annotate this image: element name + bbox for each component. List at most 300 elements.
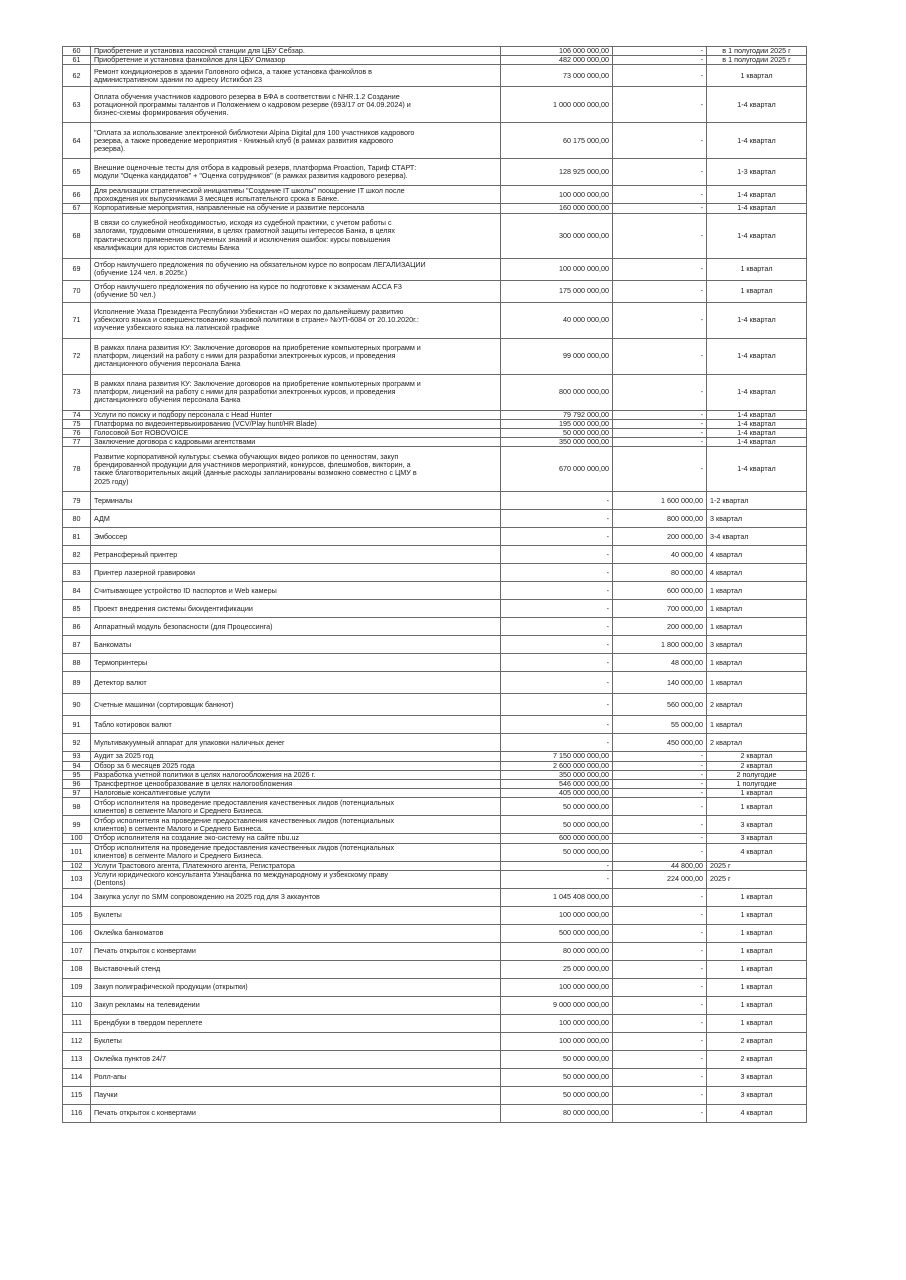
table-row xyxy=(63,204,807,213)
amount-alt-cell: - xyxy=(613,1068,707,1086)
amount-alt-cell: - xyxy=(613,942,707,960)
period-cell: 1-4 квартал xyxy=(707,87,807,123)
row-number-cell: 90 xyxy=(63,694,91,716)
period-cell: 3 квартал xyxy=(707,1068,807,1086)
period-cell: 1-4 квартал xyxy=(707,213,807,258)
row-number-cell: 81 xyxy=(63,528,91,546)
table-row xyxy=(63,564,807,582)
amount-alt-cell: - xyxy=(613,47,707,56)
period-cell: 1 квартал xyxy=(707,978,807,996)
period-cell: 3 квартал xyxy=(707,510,807,528)
period-cell: 3 квартал xyxy=(707,816,807,834)
row-number-cell: 99 xyxy=(63,816,91,834)
period-cell: 2 квартал xyxy=(707,1050,807,1068)
amount-cell: 300 000 000,00 xyxy=(501,213,613,258)
table-row xyxy=(63,56,807,65)
description-cell: Развитие корпоративной культуры: съемка обучающих видео роликов по ценностям, закуп брендированной продукции для участников мероприятий, конкурсов, флешмобов, викторин, а также благотворительных акций (данные расходы запланированы возможно совместно с ЦМУ в 2025 году) xyxy=(91,447,501,492)
row-number-cell: 78 xyxy=(63,447,91,492)
row-number-cell: 80 xyxy=(63,510,91,528)
table-row xyxy=(63,672,807,694)
table-row xyxy=(63,618,807,636)
period-cell: 2025 г xyxy=(707,861,807,870)
amount-cell: 40 000 000,00 xyxy=(501,302,613,338)
table-row xyxy=(63,942,807,960)
period-cell: 2 квартал xyxy=(707,694,807,716)
amount-alt-cell: - xyxy=(613,338,707,374)
table-row xyxy=(63,996,807,1014)
period-cell: 1 квартал xyxy=(707,789,807,798)
description-cell: Оклейка банкоматов xyxy=(91,924,501,942)
amount-cell: 128 925 000,00 xyxy=(501,159,613,186)
amount-alt-cell: - xyxy=(613,843,707,861)
row-number-cell: 96 xyxy=(63,780,91,789)
amount-alt-cell: - xyxy=(613,159,707,186)
amount-alt-cell: - xyxy=(613,374,707,410)
amount-alt-cell: 48 000,00 xyxy=(613,654,707,672)
row-number-cell: 101 xyxy=(63,843,91,861)
amount-alt-cell: - xyxy=(613,410,707,419)
description-cell: "Оплата за использование электронной библиотеки Alpina Digital для 100 участников кадрового резерва, а также проведение мероприятия - Книжный клуб (в рамках развития кадрового резерва). xyxy=(91,123,501,159)
row-number-cell: 79 xyxy=(63,492,91,510)
amount-alt-cell: 1 600 000,00 xyxy=(613,492,707,510)
table-row xyxy=(63,780,807,789)
amount-alt-cell: - xyxy=(613,123,707,159)
period-cell: 1 полугодие xyxy=(707,780,807,789)
description-cell: Услуги по поиску и подбору персонала с Head Hunter xyxy=(91,410,501,419)
period-cell: 1-4 квартал xyxy=(707,186,807,204)
row-number-cell: 108 xyxy=(63,960,91,978)
amount-alt-cell: 200 000,00 xyxy=(613,528,707,546)
amount-cell: 50 000 000,00 xyxy=(501,429,613,438)
row-number-cell: 72 xyxy=(63,338,91,374)
amount-alt-cell: - xyxy=(613,960,707,978)
amount-alt-cell: - xyxy=(613,770,707,779)
amount-alt-cell: - xyxy=(613,186,707,204)
table-row xyxy=(63,528,807,546)
period-cell: 1 квартал xyxy=(707,716,807,734)
row-number-cell: 111 xyxy=(63,1014,91,1032)
period-cell: 1 квартал xyxy=(707,280,807,302)
amount-cell: - xyxy=(501,582,613,600)
table-row xyxy=(63,374,807,410)
table-row xyxy=(63,924,807,942)
amount-alt-cell: - xyxy=(613,906,707,924)
description-cell: Паучки xyxy=(91,1086,501,1104)
table-row xyxy=(63,694,807,716)
amount-cell: 350 000 000,00 xyxy=(501,770,613,779)
row-number-cell: 88 xyxy=(63,654,91,672)
description-cell: В рамках плана развития КУ: Заключение договоров на приобретение компьютерных программ и платформ, лицензий на работу с ними для разработки электронных курсов, и проведения дистанционного обучения персонала Банка xyxy=(91,338,501,374)
row-number-cell: 112 xyxy=(63,1032,91,1050)
description-cell: Услуги Трастового агента, Платежного агента, Регистратора xyxy=(91,861,501,870)
amount-alt-cell: - xyxy=(613,1050,707,1068)
amount-alt-cell: 44 800,00 xyxy=(613,861,707,870)
table-row xyxy=(63,1068,807,1086)
period-cell: 1 квартал xyxy=(707,258,807,280)
description-cell: Термопринтеры xyxy=(91,654,501,672)
table-row xyxy=(63,816,807,834)
period-cell: 1 квартал xyxy=(707,65,807,87)
row-number-cell: 73 xyxy=(63,374,91,410)
amount-alt-cell: - xyxy=(613,302,707,338)
description-cell: Отбор исполнителя на создание эко-систему на сайте nbu.uz xyxy=(91,834,501,843)
period-cell: 1-4 квартал xyxy=(707,204,807,213)
table-row xyxy=(63,636,807,654)
period-cell: 4 квартал xyxy=(707,564,807,582)
amount-alt-cell: 450 000,00 xyxy=(613,734,707,752)
description-cell: Услуги юридического консультанта Узнацбанка по международному и узбекскому праву (Dentons) xyxy=(91,870,501,888)
description-cell: Детектор валют xyxy=(91,672,501,694)
amount-cell: 99 000 000,00 xyxy=(501,338,613,374)
period-cell: 1 квартал xyxy=(707,582,807,600)
amount-alt-cell: - xyxy=(613,447,707,492)
row-number-cell: 98 xyxy=(63,798,91,816)
row-number-cell: 86 xyxy=(63,618,91,636)
period-cell: 1 квартал xyxy=(707,672,807,694)
amount-cell: 100 000 000,00 xyxy=(501,1032,613,1050)
amount-cell: 100 000 000,00 xyxy=(501,258,613,280)
row-number-cell: 97 xyxy=(63,789,91,798)
amount-alt-cell: 140 000,00 xyxy=(613,672,707,694)
description-cell: Закуп рекламы на телевидении xyxy=(91,996,501,1014)
description-cell: Аппаратный модуль безопасности (для Процессинга) xyxy=(91,618,501,636)
description-cell: Платформа по видеоинтервьюированию (VCV/Play hunt/HR Blade) xyxy=(91,419,501,428)
amount-cell: 1 045 408 000,00 xyxy=(501,888,613,906)
amount-cell: 350 000 000,00 xyxy=(501,438,613,447)
table-row xyxy=(63,582,807,600)
table-row xyxy=(63,770,807,779)
amount-cell: 80 000 000,00 xyxy=(501,1104,613,1122)
row-number-cell: 69 xyxy=(63,258,91,280)
table-row xyxy=(63,438,807,447)
description-cell: Приобретение и установка насосной станции для ЦБУ Себзар. xyxy=(91,47,501,56)
table-row xyxy=(63,302,807,338)
description-cell: Проект внедрения системы биоидентификации xyxy=(91,600,501,618)
row-number-cell: 62 xyxy=(63,65,91,87)
row-number-cell: 115 xyxy=(63,1086,91,1104)
amount-alt-cell: - xyxy=(613,87,707,123)
table-row xyxy=(63,888,807,906)
amount-alt-cell: - xyxy=(613,798,707,816)
amount-cell: - xyxy=(501,564,613,582)
row-number-cell: 105 xyxy=(63,906,91,924)
period-cell: 1-4 квартал xyxy=(707,447,807,492)
row-number-cell: 71 xyxy=(63,302,91,338)
amount-cell: 80 000 000,00 xyxy=(501,942,613,960)
period-cell: 1 квартал xyxy=(707,942,807,960)
amount-cell: 670 000 000,00 xyxy=(501,447,613,492)
period-cell: 1-3 квартал xyxy=(707,159,807,186)
description-cell: Для реализации стратегической инициативы "Создание IT школы" поощрение IT школ после прохождения их выпускниками 3 месяцев испытательного срока в Банке. xyxy=(91,186,501,204)
table-row xyxy=(63,510,807,528)
amount-alt-cell: - xyxy=(613,789,707,798)
period-cell: 3 квартал xyxy=(707,1086,807,1104)
table-row xyxy=(63,734,807,752)
amount-cell: 175 000 000,00 xyxy=(501,280,613,302)
amount-alt-cell: - xyxy=(613,1014,707,1032)
row-number-cell: 94 xyxy=(63,761,91,770)
description-cell: АДМ xyxy=(91,510,501,528)
amount-alt-cell: 600 000,00 xyxy=(613,582,707,600)
amount-cell: 73 000 000,00 xyxy=(501,65,613,87)
row-number-cell: 84 xyxy=(63,582,91,600)
table-row xyxy=(63,960,807,978)
description-cell: Разработка учетной политики в целях налогообложения на 2026 г. xyxy=(91,770,501,779)
amount-cell: - xyxy=(501,618,613,636)
amount-alt-cell: 55 000,00 xyxy=(613,716,707,734)
row-number-cell: 89 xyxy=(63,672,91,694)
table-row xyxy=(63,1032,807,1050)
period-cell: 2 квартал xyxy=(707,761,807,770)
period-cell: 1 квартал xyxy=(707,888,807,906)
description-cell: Заключение договора с кадровыми агентствами xyxy=(91,438,501,447)
table-row xyxy=(63,123,807,159)
table-row xyxy=(63,789,807,798)
table-row xyxy=(63,429,807,438)
row-number-cell: 110 xyxy=(63,996,91,1014)
description-cell: Исполнение Указа Президента Республики Узбекистан «О мерах по дальнейшему развитию узбекского языка и совершенствованию языковой политики в стране» №УП-6084 от 20.10.2020г.: изучение узбекского языка на латинской графике xyxy=(91,302,501,338)
row-number-cell: 68 xyxy=(63,213,91,258)
row-number-cell: 116 xyxy=(63,1104,91,1122)
amount-cell: - xyxy=(501,492,613,510)
description-cell: Ретрансферный принтер xyxy=(91,546,501,564)
description-cell: Отбор наилучшего предложения по обучению на курсе по подготовке к экзаменам ACCA F3 (обучение 50 чел.) xyxy=(91,280,501,302)
period-cell: 1-4 квартал xyxy=(707,419,807,428)
period-cell: 3 квартал xyxy=(707,834,807,843)
description-cell: Отбор исполнителя на проведение предоставления качественных лидов (потенциальных клиентов) в сегменте Малого и Среднего Бизнеса. xyxy=(91,798,501,816)
period-cell: 1-4 квартал xyxy=(707,338,807,374)
amount-cell: 546 000 000,00 xyxy=(501,780,613,789)
amount-cell: 482 000 000,00 xyxy=(501,56,613,65)
period-cell: 1 квартал xyxy=(707,960,807,978)
amount-alt-cell: - xyxy=(613,1104,707,1122)
description-cell: Эмбоссер xyxy=(91,528,501,546)
period-cell: 1-4 квартал xyxy=(707,374,807,410)
amount-cell: - xyxy=(501,654,613,672)
table-row xyxy=(63,752,807,761)
table-row xyxy=(63,410,807,419)
amount-cell: 25 000 000,00 xyxy=(501,960,613,978)
description-cell: Принтер лазерной гравировки xyxy=(91,564,501,582)
amount-alt-cell: - xyxy=(613,1086,707,1104)
description-cell: Аудит за 2025 год xyxy=(91,752,501,761)
table-row xyxy=(63,280,807,302)
amount-cell: 79 792 000,00 xyxy=(501,410,613,419)
table-row xyxy=(63,213,807,258)
row-number-cell: 100 xyxy=(63,834,91,843)
description-cell: Отбор исполнителя на проведение предоставления качественных лидов (потенциальных клиентов) в сегменте Малого и Среднего Бизнеса. xyxy=(91,843,501,861)
amount-cell: 405 000 000,00 xyxy=(501,789,613,798)
description-cell: Отбор исполнителя на проведение предоставления качественных лидов (потенциальных клиентов) в сегменте Малого и Среднего Бизнеса. xyxy=(91,816,501,834)
period-cell: 4 квартал xyxy=(707,546,807,564)
table-row xyxy=(63,492,807,510)
amount-alt-cell: - xyxy=(613,816,707,834)
amount-cell: 100 000 000,00 xyxy=(501,186,613,204)
amount-alt-cell: - xyxy=(613,280,707,302)
amount-cell: 1 000 000 000,00 xyxy=(501,87,613,123)
amount-cell: - xyxy=(501,600,613,618)
description-cell: Внешние оценочные тесты для отбора в кадровый резерв, платформа Proaction, Тариф СТАРТ: модули "Оценка кандидатов" + "Оценка сотрудников" (в рамках развития кадрового резерва). xyxy=(91,159,501,186)
period-cell: в 1 полугодии 2025 г xyxy=(707,56,807,65)
amount-cell: - xyxy=(501,716,613,734)
period-cell: 3 квартал xyxy=(707,636,807,654)
row-number-cell: 95 xyxy=(63,770,91,779)
row-number-cell: 63 xyxy=(63,87,91,123)
row-number-cell: 60 xyxy=(63,47,91,56)
table-row xyxy=(63,447,807,492)
row-number-cell: 70 xyxy=(63,280,91,302)
amount-cell: 50 000 000,00 xyxy=(501,1050,613,1068)
row-number-cell: 64 xyxy=(63,123,91,159)
row-number-cell: 91 xyxy=(63,716,91,734)
amount-cell: 50 000 000,00 xyxy=(501,816,613,834)
row-number-cell: 102 xyxy=(63,861,91,870)
amount-cell: 100 000 000,00 xyxy=(501,906,613,924)
amount-cell: 50 000 000,00 xyxy=(501,843,613,861)
period-cell: 1-4 квартал xyxy=(707,302,807,338)
table-row xyxy=(63,338,807,374)
period-cell: 1 квартал xyxy=(707,600,807,618)
row-number-cell: 77 xyxy=(63,438,91,447)
amount-cell: 2 600 000 000,00 xyxy=(501,761,613,770)
amount-alt-cell: - xyxy=(613,888,707,906)
period-cell: 4 квартал xyxy=(707,843,807,861)
description-cell: Выставочный стенд xyxy=(91,960,501,978)
period-cell: 1 квартал xyxy=(707,1014,807,1032)
period-cell: 1 квартал xyxy=(707,618,807,636)
amount-cell: 100 000 000,00 xyxy=(501,978,613,996)
period-cell: 1-4 квартал xyxy=(707,438,807,447)
amount-cell: - xyxy=(501,861,613,870)
description-cell: Печать открыток с конвертами xyxy=(91,1104,501,1122)
description-cell: В рамках плана развития КУ: Заключение договоров на приобретение компьютерных программ и платформ, лицензий на работу с ними для разработки электронных курсов, и проведения дистанционного обучения персонала Банка xyxy=(91,374,501,410)
period-cell: 1-4 квартал xyxy=(707,410,807,419)
table-row xyxy=(63,47,807,56)
row-number-cell: 65 xyxy=(63,159,91,186)
amount-alt-cell: - xyxy=(613,996,707,1014)
amount-cell: 50 000 000,00 xyxy=(501,1086,613,1104)
amount-cell: 50 000 000,00 xyxy=(501,1068,613,1086)
amount-cell: 195 000 000,00 xyxy=(501,419,613,428)
row-number-cell: 106 xyxy=(63,924,91,942)
table-row xyxy=(63,1014,807,1032)
period-cell: 1 квартал xyxy=(707,996,807,1014)
amount-alt-cell: 80 000,00 xyxy=(613,564,707,582)
row-number-cell: 66 xyxy=(63,186,91,204)
amount-alt-cell: - xyxy=(613,56,707,65)
period-cell: 2 полугодие xyxy=(707,770,807,779)
row-number-cell: 109 xyxy=(63,978,91,996)
row-number-cell: 74 xyxy=(63,410,91,419)
period-cell: 2 квартал xyxy=(707,1032,807,1050)
description-cell: Банкоматы xyxy=(91,636,501,654)
amount-alt-cell: - xyxy=(613,419,707,428)
amount-alt-cell: 560 000,00 xyxy=(613,694,707,716)
table-row xyxy=(63,258,807,280)
amount-alt-cell: - xyxy=(613,978,707,996)
amount-cell: 600 000 000,00 xyxy=(501,834,613,843)
description-cell: Счетные машинки (сортировщик банкнот) xyxy=(91,694,501,716)
table-row xyxy=(63,834,807,843)
table-row xyxy=(63,186,807,204)
table-row xyxy=(63,1104,807,1122)
row-number-cell: 104 xyxy=(63,888,91,906)
description-cell: Мультивакуумный аппарат для упаковки наличных денег xyxy=(91,734,501,752)
description-cell: Налоговые консалтинговые услуги xyxy=(91,789,501,798)
amount-alt-cell: - xyxy=(613,438,707,447)
description-cell: Табло котировок валют xyxy=(91,716,501,734)
description-cell: Буклеты xyxy=(91,906,501,924)
description-cell: Закуп полиграфической продукции (открытки) xyxy=(91,978,501,996)
description-cell: Голосовой Бот ROBOVOICE xyxy=(91,429,501,438)
table-row xyxy=(63,861,807,870)
period-cell: 1-4 квартал xyxy=(707,123,807,159)
amount-cell: - xyxy=(501,672,613,694)
amount-alt-cell: - xyxy=(613,834,707,843)
amount-cell: 60 175 000,00 xyxy=(501,123,613,159)
table-row xyxy=(63,159,807,186)
period-cell: 1 квартал xyxy=(707,924,807,942)
description-cell: Ремонт кондиционеров в здании Головного офиса, а также установка фанкойлов в административном здании по адресу Истикбол 23 xyxy=(91,65,501,87)
row-number-cell: 114 xyxy=(63,1068,91,1086)
period-cell: 1 квартал xyxy=(707,654,807,672)
amount-cell: - xyxy=(501,734,613,752)
row-number-cell: 75 xyxy=(63,419,91,428)
table-row xyxy=(63,843,807,861)
row-number-cell: 107 xyxy=(63,942,91,960)
amount-alt-cell: 700 000,00 xyxy=(613,600,707,618)
period-cell: 2025 г xyxy=(707,870,807,888)
budget-table xyxy=(62,46,807,1123)
description-cell: Отбор наилучшего предложения по обучению на обязательном курсе по вопросам ЛЕГАЛИЗАЦИИ (обучение 124 чел. в 2025г.) xyxy=(91,258,501,280)
period-cell: 1-2 квартал xyxy=(707,492,807,510)
row-number-cell: 92 xyxy=(63,734,91,752)
amount-alt-cell: 1 800 000,00 xyxy=(613,636,707,654)
row-number-cell: 85 xyxy=(63,600,91,618)
amount-cell: - xyxy=(501,510,613,528)
amount-alt-cell: - xyxy=(613,924,707,942)
table-row xyxy=(63,87,807,123)
description-cell: Считывающее устройство ID паспортов и Web камеры xyxy=(91,582,501,600)
amount-cell: 7 150 000 000,00 xyxy=(501,752,613,761)
row-number-cell: 76 xyxy=(63,429,91,438)
row-number-cell: 93 xyxy=(63,752,91,761)
description-cell: Терминалы xyxy=(91,492,501,510)
row-number-cell: 67 xyxy=(63,204,91,213)
amount-cell: - xyxy=(501,870,613,888)
amount-alt-cell: - xyxy=(613,780,707,789)
amount-cell: 100 000 000,00 xyxy=(501,1014,613,1032)
amount-alt-cell: 800 000,00 xyxy=(613,510,707,528)
table-row xyxy=(63,654,807,672)
amount-alt-cell: 200 000,00 xyxy=(613,618,707,636)
row-number-cell: 82 xyxy=(63,546,91,564)
description-cell: Ролл-апы xyxy=(91,1068,501,1086)
description-cell: Брендбуки в твердом переплете xyxy=(91,1014,501,1032)
description-cell: Оплата обучения участников кадрового резерва в БФА в соответствии с NHR.1.2 Создание ротационной программы талантов и Положением о кадровом резерве (693/17 от 04.09.2024) и бизнес-схемы формирования обучения. xyxy=(91,87,501,123)
table-row xyxy=(63,546,807,564)
amount-alt-cell: - xyxy=(613,258,707,280)
amount-cell: - xyxy=(501,694,613,716)
description-cell: В связи со служебной необходимостью, исходя из судебной практики, с учетом работы с залогами, трудовыми отношениями, в целях грамотной защиты интересов Банка, в целях практического применения полученных знаний и исключения ошибок: курсы повышения квалификации для юристов системы Банка xyxy=(91,213,501,258)
description-cell: Приобретение и установка фанкойлов для ЦБУ Олмазор xyxy=(91,56,501,65)
table-row xyxy=(63,716,807,734)
description-cell: Трансфертное ценообразование в целях налогообложения xyxy=(91,780,501,789)
row-number-cell: 83 xyxy=(63,564,91,582)
table-row xyxy=(63,65,807,87)
period-cell: в 1 полугодии 2025 г xyxy=(707,47,807,56)
amount-cell: - xyxy=(501,636,613,654)
